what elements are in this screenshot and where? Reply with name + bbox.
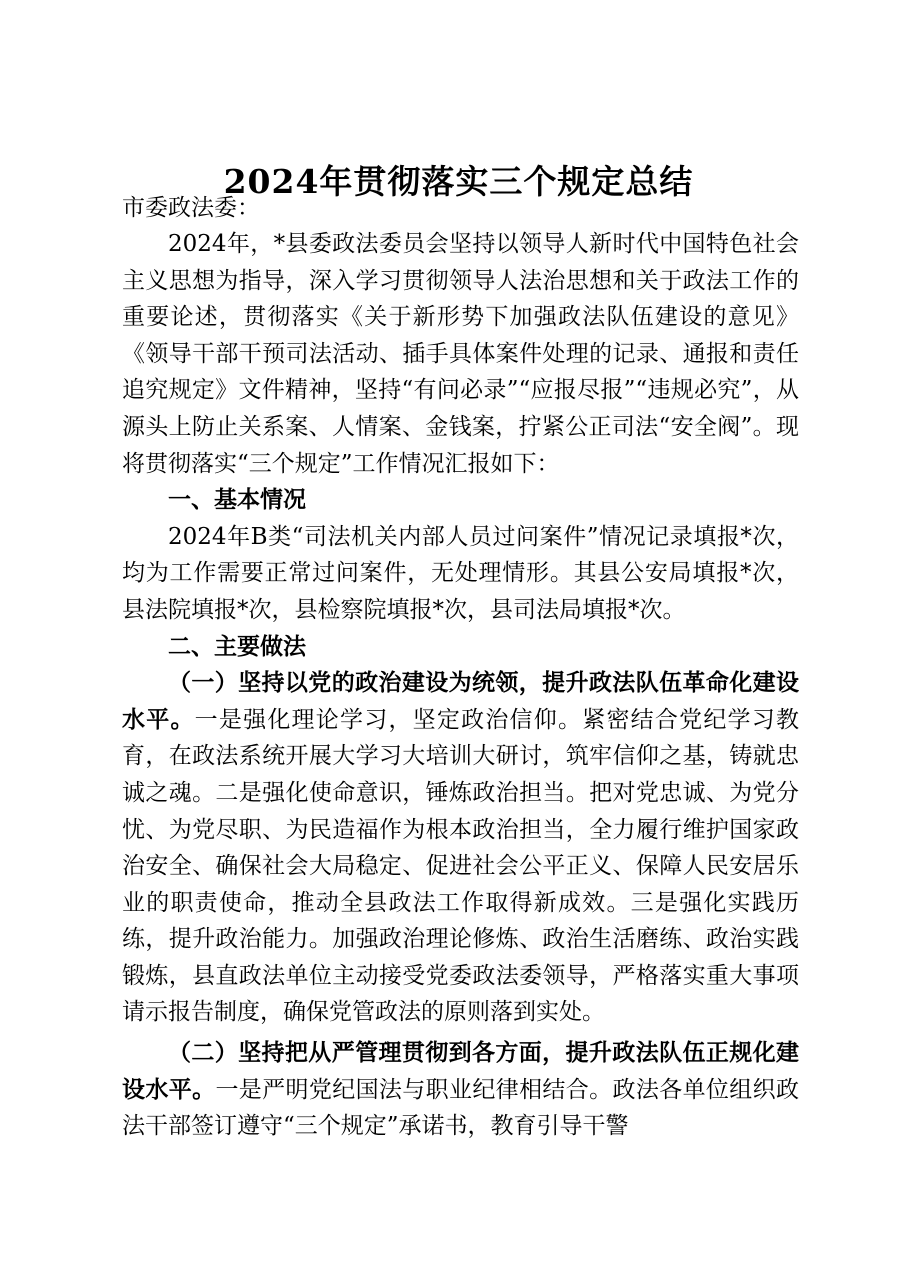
- section-heading-basic-situation: 一、基本情况: [168, 487, 306, 514]
- document-title: 2024年贯彻落实三个规定总结: [223, 162, 694, 201]
- document-body: [122, 226, 799, 1145]
- practice-paragraph-2: [122, 1035, 799, 1145]
- practice-1-text: 一是强化理论学习，坚定政治信仰。紧密结合党纪学习教育，在政法系统开展大学习大培训大研讨，筑牢信仰之基，铸就忠诚之魂。二是强化使命意识，锤炼政治担当。把对党忠诚、为党分忧、为党尽职、为民造福作为根本政治担当，全力履行维护国家政治安全、确保社会大局稳定、促进社会公平正义、保障人民安居乐业的职责使命，推动全县政法工作取得新成效。三是强化实践历练，提升政治能力。加强政治理论修炼、政治生活磨练、政治实践锻炼，县直政法单位主动接受党委政法委领导，严格落实重大事项请示报告制度，确保党管政法的原则落到实处。: [122, 706, 800, 1026]
- practice-1-lead: （一）坚持以党的政治建设为统领，提升政法队伍革命化建设水平。: [122, 669, 799, 733]
- practice-paragraph-1: [122, 665, 799, 1031]
- basic-situation-paragraph: 2024年B类“司法机关内部人员过问案件”情况记录填报*次，均为工作需要正常过问案件，无处理情形。其县公安局填报*次，县法院填报*次，县检察院填报*次，县司法局填报*次。: [122, 523, 799, 623]
- salutation: 市委政法委：: [122, 195, 260, 221]
- practice-2-lead: （二）坚持把从严管理贯彻到各方面，提升政法队伍正规化建设水平。: [122, 1039, 799, 1103]
- intro-paragraph: 2024年，*县委政法委员会坚持以领导人新时代中国特色社会主义思想为指导，深入学习贯彻领导人法治思想和关于政法工作的重要论述，贯彻落实《关于新形势下加强政法队伍建设的意见》《领导干部干预司法活动、插手具体案件处理的记录、通报和责任追究规定》文件精神，坚持“有问必录”“应报尽报”“违规必究”，从源头上防止关系案、人情案、金钱案，拧紧公正司法“安全阀”。现将贯彻落实“三个规定”工作情况汇报如下：: [122, 231, 799, 477]
- practice-2-text: 一是严明党纪国法与职业纪律相结合。政法各单位组织政法干部签订遵守“三个规定”承诺书，教育引导干警: [122, 1076, 800, 1140]
- section-heading-main-practices: 二、主要做法: [168, 633, 306, 660]
